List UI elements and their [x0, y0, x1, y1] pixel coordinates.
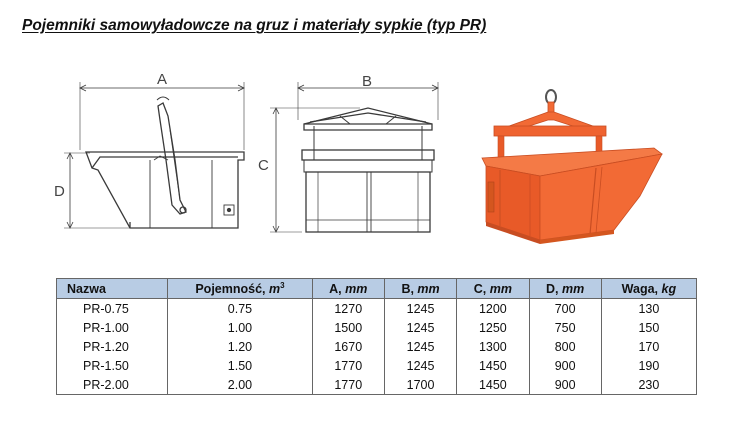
table-row [57, 337, 697, 356]
cell-waga: 190 [601, 356, 696, 375]
table-row [57, 375, 697, 395]
header-c [457, 279, 529, 299]
cell-waga: 170 [601, 337, 696, 356]
header-waga-unit: kg [661, 281, 677, 296]
cell-c: 1450 [457, 375, 529, 395]
header-c-unit: mm [489, 281, 512, 296]
header-a [312, 279, 384, 299]
cell-nazwa: PR-2.00 [57, 375, 168, 395]
cell-b: 1245 [384, 356, 456, 375]
cell-pojemnosc: 1.00 [168, 318, 312, 337]
table-row [57, 318, 697, 337]
cell-c: 1300 [457, 337, 529, 356]
cell-d: 900 [529, 356, 601, 375]
dimension-b-label: B [362, 73, 373, 90]
cell-nazwa: PR-1.50 [57, 356, 168, 375]
header-pojemnosc [168, 279, 312, 299]
header-pojemnosc-unit: m [269, 281, 281, 296]
header-d-label: D, [546, 281, 559, 296]
table-row [57, 299, 697, 319]
cell-nazwa: PR-0.75 [57, 299, 168, 319]
cell-a: 1270 [312, 299, 384, 319]
cell-d: 750 [529, 318, 601, 337]
cell-b: 1245 [384, 337, 456, 356]
cell-c: 1250 [457, 318, 529, 337]
cell-b: 1700 [384, 375, 456, 395]
cell-pojemnosc: 2.00 [168, 375, 312, 395]
cell-a: 1770 [312, 356, 384, 375]
cell-nazwa: PR-1.00 [57, 318, 168, 337]
cell-a: 1770 [312, 375, 384, 395]
page-title: Pojemniki samowyładowcze na gruz i materiały sypkie (typ PR) [22, 17, 487, 34]
container-3d-render [482, 90, 662, 244]
dimension-d-label: D [54, 183, 65, 200]
header-a-label: A, [329, 281, 342, 296]
table-header-row [57, 279, 697, 299]
side-view-drawing [64, 82, 244, 228]
cell-pojemnosc: 1.20 [168, 337, 312, 356]
header-pojemnosc-exp: 3 [280, 280, 285, 290]
cell-d: 800 [529, 337, 601, 356]
header-a-unit: mm [345, 281, 368, 296]
cell-c: 1450 [457, 356, 529, 375]
header-pojemnosc-label: Pojemność, [195, 281, 266, 296]
cell-pojemnosc: 1.50 [168, 356, 312, 375]
header-c-label: C, [473, 281, 487, 296]
header-b [384, 279, 456, 299]
table-row [57, 356, 697, 375]
cell-pojemnosc: 0.75 [168, 299, 312, 319]
header-d-unit: mm [562, 281, 585, 296]
header-waga [601, 279, 696, 299]
dimension-c-label: C [258, 157, 269, 174]
cell-waga: 130 [601, 299, 696, 319]
header-b-label: B, [401, 281, 414, 296]
specification-table [56, 278, 697, 395]
cell-b: 1245 [384, 299, 456, 319]
header-waga-label: Waga, [621, 281, 659, 296]
cell-d: 700 [529, 299, 601, 319]
cell-a: 1500 [312, 318, 384, 337]
header-d [529, 279, 601, 299]
header-b-unit: mm [417, 281, 440, 296]
dimension-a-label: A [157, 71, 168, 88]
cell-waga: 230 [601, 375, 696, 395]
cell-a: 1670 [312, 337, 384, 356]
cell-nazwa: PR-1.20 [57, 337, 168, 356]
front-view-drawing [270, 82, 438, 232]
cell-d: 900 [529, 375, 601, 395]
cell-b: 1245 [384, 318, 456, 337]
cell-c: 1200 [457, 299, 529, 319]
cell-waga: 150 [601, 318, 696, 337]
header-nazwa: Nazwa [57, 279, 168, 299]
